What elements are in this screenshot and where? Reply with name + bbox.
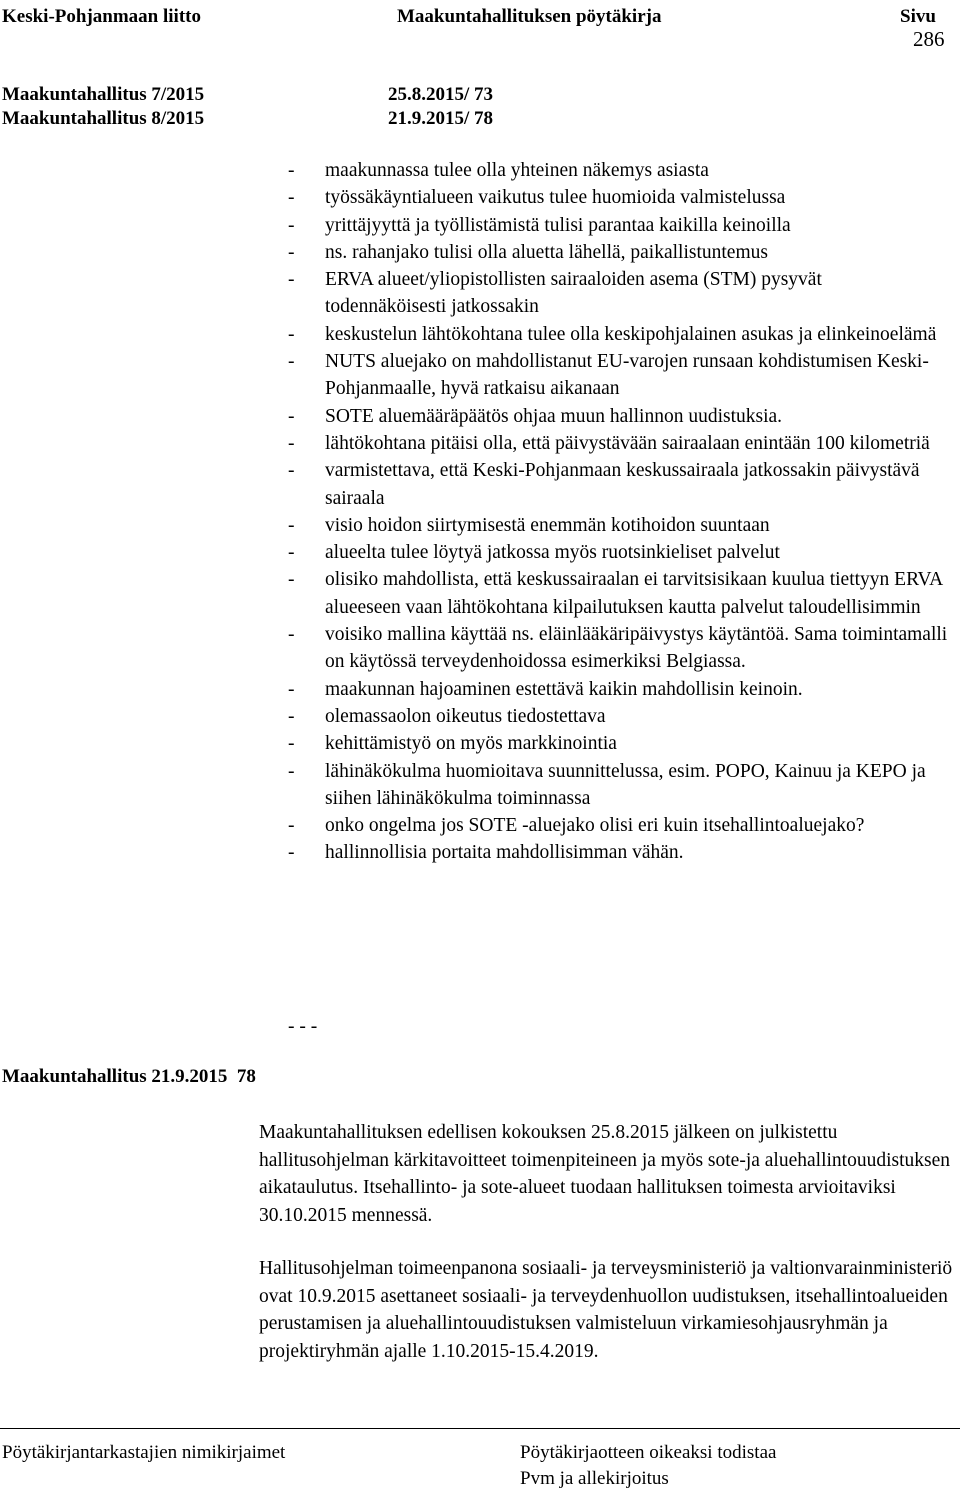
- list-item: [288, 676, 948, 703]
- bullet-dash: -: [288, 351, 295, 373]
- list-item: [288, 321, 948, 348]
- list-item: [288, 703, 948, 730]
- list-item: [288, 239, 948, 266]
- list-item: [288, 621, 948, 676]
- document-type: Maakuntahallituksen pöytäkirja: [397, 6, 662, 27]
- list-item-text: maakunnassa tulee olla yhteinen näkemys asiasta: [325, 160, 709, 181]
- list-item-text: maakunnan hajoaminen estettävä kaikin mahdollisin keinoin.: [325, 678, 803, 700]
- list-item-text: ERVA alueet/yliopistollisten sairaaloiden asema (STM) pysyvät todennäköisesti jatkossakin: [325, 269, 822, 318]
- list-item-text: hallinnollisia portaita mahdollisimman vähän.: [325, 842, 684, 864]
- bullet-dash: -: [288, 705, 295, 727]
- discussion-bullet-list: [288, 157, 948, 867]
- list-item-text: kehittämistyö on myös markkinointia: [325, 733, 617, 755]
- list-item-text: visio hoidon siirtymisestä enemmän kotihoidon suuntaan: [325, 514, 770, 536]
- list-item-text: onko ongelma jos SOTE -aluejako olisi eri kuin itsehallintoaluejako?: [325, 815, 865, 837]
- bullet-dash: -: [288, 323, 295, 345]
- list-item: [288, 539, 948, 566]
- list-item-text: olisiko mahdollista, että keskussairaalan ei tarvitsisikaan kuulua tiettyyn ERVA alueeseen vaan lähtökohtana kilpailutuksen kautta palvelut taloudellisimmin: [325, 569, 943, 618]
- list-item-text: yrittäjyyttä ja työllistämistä tulisi parantaa kaikilla keinoilla: [325, 214, 791, 236]
- bullet-dash: -: [288, 733, 295, 755]
- list-item: [288, 157, 948, 184]
- bullet-dash: -: [288, 678, 295, 700]
- footer-divider: [0, 1428, 960, 1429]
- bullet-dash: -: [288, 542, 295, 564]
- bullet-dash: -: [288, 460, 295, 482]
- list-item-text: lähtökohtana pitäisi olla, että päivystävään sairaalaan enintään 100 kilometriä: [325, 432, 930, 454]
- separator: - - -: [288, 1016, 318, 1037]
- bullet-dash: -: [288, 432, 295, 454]
- paragraph-1: Maakuntahallituksen edellisen kokouksen 25.8.2015 jälkeen on julkistettu hallitusohjelman kärkitavoitteet toimenpiteineen ja myös sote-ja aluehallintouudistuksen aikataulutus. Itsehallinto- ja sote-alueet tuodaan hallituksen toimesta arvioitaviksi 30.10.2015 mennessä.: [259, 1122, 951, 1226]
- bullet-dash: -: [288, 405, 295, 427]
- list-item-text: työssäkäyntialueen vaikutus tulee huomioida valmistelussa: [325, 187, 786, 209]
- bullet-dash: -: [288, 187, 295, 209]
- page-number: 286: [913, 27, 945, 51]
- footer-initials-label: Pöytäkirjantarkastajien nimikirjaimet: [2, 1442, 286, 1463]
- meeting-body-2: Maakuntahallitus 8/2015: [2, 108, 205, 129]
- bullet-dash: -: [288, 569, 295, 591]
- list-item: [288, 430, 948, 457]
- list-item: [288, 839, 948, 866]
- meeting-reference-2: 21.9.2015/ 78: [388, 108, 494, 129]
- page-label: Sivu: [900, 6, 936, 27]
- bullet-dash: -: [288, 760, 295, 782]
- list-item-text: lähinäkökulma huomioitava suunnittelussa, esim. POPO, Kainuu ja KEPO ja siihen lähinäkökulma toiminnassa: [325, 760, 926, 809]
- bullet-dash: -: [288, 815, 295, 837]
- section-label: Maakuntahallitus 21.9.2015 78: [2, 1066, 256, 1087]
- bullet-dash: -: [288, 514, 295, 536]
- meeting-body-1: Maakuntahallitus 7/2015: [2, 84, 205, 105]
- list-item-text: varmistettava, että Keski-Pohjanmaan keskussairaala jatkossakin päivystävä sairaala: [325, 460, 920, 509]
- list-item-text: voisiko mallina käyttää ns. eläinlääkäripäivystys käytäntöä. Sama toimintamalli on käytössä terveydenhoidossa esimerkiksi Belgiassa.: [325, 624, 948, 673]
- organization-name: Keski-Pohjanmaan liitto: [2, 6, 201, 27]
- list-item-text: keskustelun lähtökohtana tulee olla keskipohjalainen asukas ja elinkeinoelämä: [325, 323, 937, 345]
- list-item-text: alueelta tulee löytyä jatkossa myös ruotsinkieliset palvelut: [325, 542, 780, 564]
- bullet-dash: -: [288, 214, 295, 236]
- list-item-text: NUTS aluejako on mahdollistanut EU-varojen runsaan kohdistumisen Keski-Pohjanmaalle, hyvä ratkaisu aikanaan: [325, 351, 929, 400]
- list-item: [288, 212, 948, 239]
- paragraph-2: Hallitusohjelman toimeenpanona sosiaali- ja terveysministeriö ja valtionvarainministeriö ovat 10.9.2015 asettaneet sosiaali- ja terveydenhuollon uudistuksen, itsehallintoalueiden perustamisen ja aluehallintouudistuksen valmisteluun virkamiesohjausryhmän ja projektiryhmän ajalle 1.10.2015-15.4.2019.: [259, 1258, 953, 1362]
- list-item: [288, 184, 948, 211]
- list-item: [288, 457, 948, 512]
- list-item: [288, 348, 948, 403]
- list-item: [288, 730, 948, 757]
- list-item: [288, 266, 948, 321]
- list-item: [288, 512, 948, 539]
- bullet-dash: -: [288, 241, 295, 263]
- bullet-dash: -: [288, 160, 295, 181]
- list-item-text: olemassaolon oikeutus tiedostettava: [325, 705, 606, 727]
- bullet-dash: -: [288, 842, 295, 864]
- footer-certification-label: Pöytäkirjaotteen oikeaksi todistaa: [520, 1442, 777, 1463]
- footer-date-signature-label: Pvm ja allekirjoitus: [520, 1468, 669, 1489]
- bullet-dash: -: [288, 269, 295, 291]
- meeting-reference-1: 25.8.2015/ 73: [388, 84, 494, 105]
- list-item: [288, 566, 948, 621]
- list-item: [288, 758, 948, 813]
- list-item: [288, 403, 948, 430]
- list-item: [288, 812, 948, 839]
- list-item-text: ns. rahanjako tulisi olla aluetta lähellä, paikallistuntemus: [325, 241, 768, 263]
- bullet-dash: -: [288, 624, 295, 646]
- list-item-text: SOTE aluemääräpäätös ohjaa muun hallinnon uudistuksia.: [325, 405, 783, 427]
